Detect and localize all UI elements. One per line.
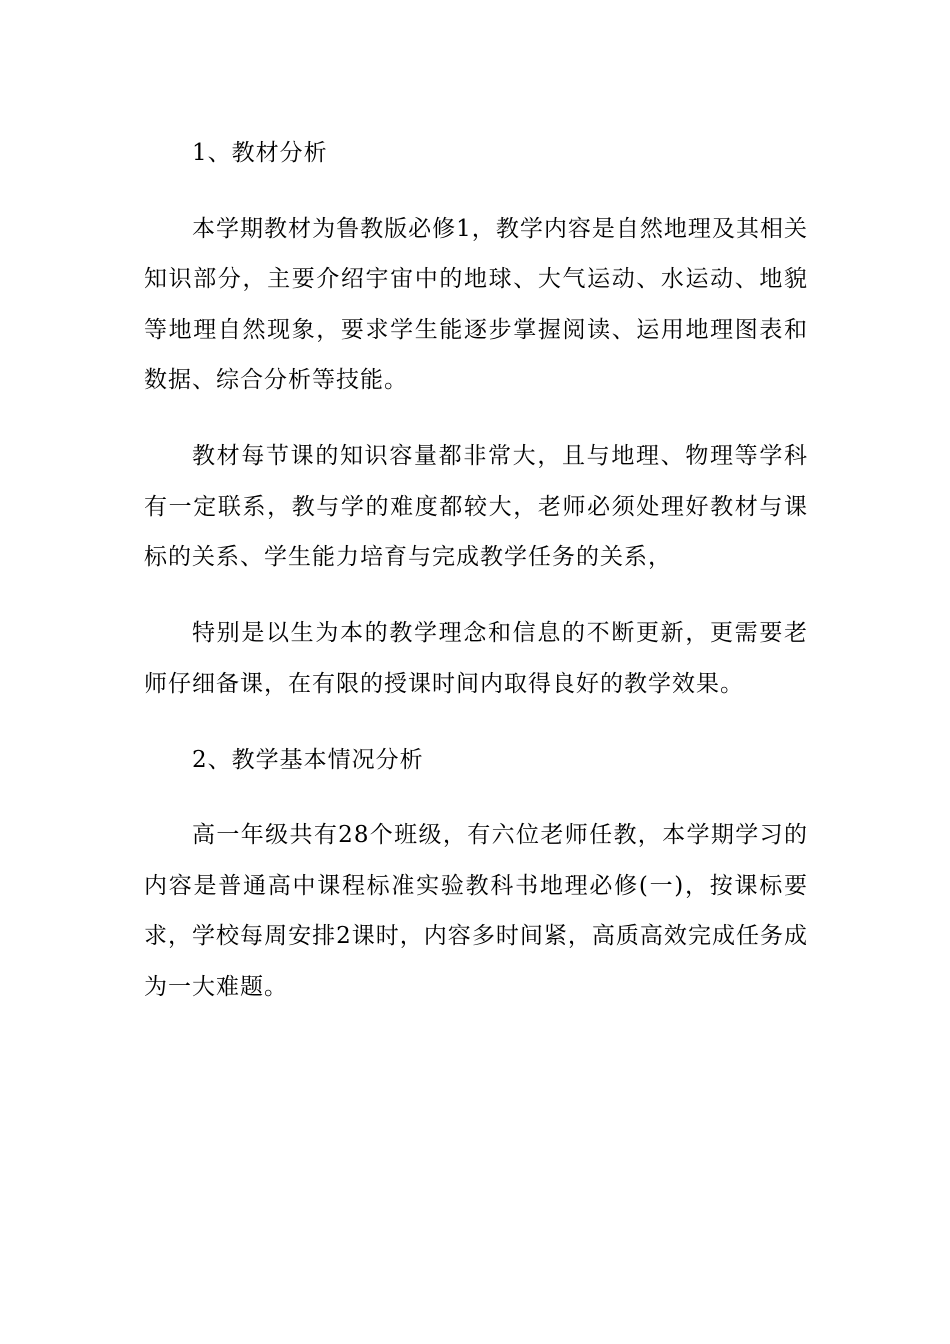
paragraph-textbook-intro: 本学期教材为鲁教版必修1，教学内容是自然地理及其相关知识部分，主要介绍宇宙中的地球、大气运动、水运动、地貌等地理自然现象，要求学生能逐步掌握阅读、运用地理图表和数据、综合分析等技能。 [144,215,808,394]
paragraph-grade-situation: 高一年级共有28个班级，有六位老师任教，本学期学习的内容是普通高中课程标准实验教科书地理必修(一)，按课标要求，学校每周安排2课时，内容多时间紧，高质高效完成任务成为一大难题。 [144,822,808,1000]
section-heading-textbook-analysis: 1、教材分析 [192,140,328,166]
paragraph-teaching-philosophy: 特别是以生为本的教学理念和信息的不断更新，更需要老师仔细备课，在有限的授课时间内取得良好的教学效果。 [144,620,808,697]
paragraph-textbook-difficulty: 教材每节课的知识容量都非常大，且与地理、物理等学科有一定联系，教与学的难度都较大，老师必须处理好教材与课标的关系、学生能力培育与完成教学任务的关系， [144,443,808,571]
section-heading-teaching-situation: 2、教学基本情况分析 [192,746,424,773]
document-body [144,128,808,1038]
